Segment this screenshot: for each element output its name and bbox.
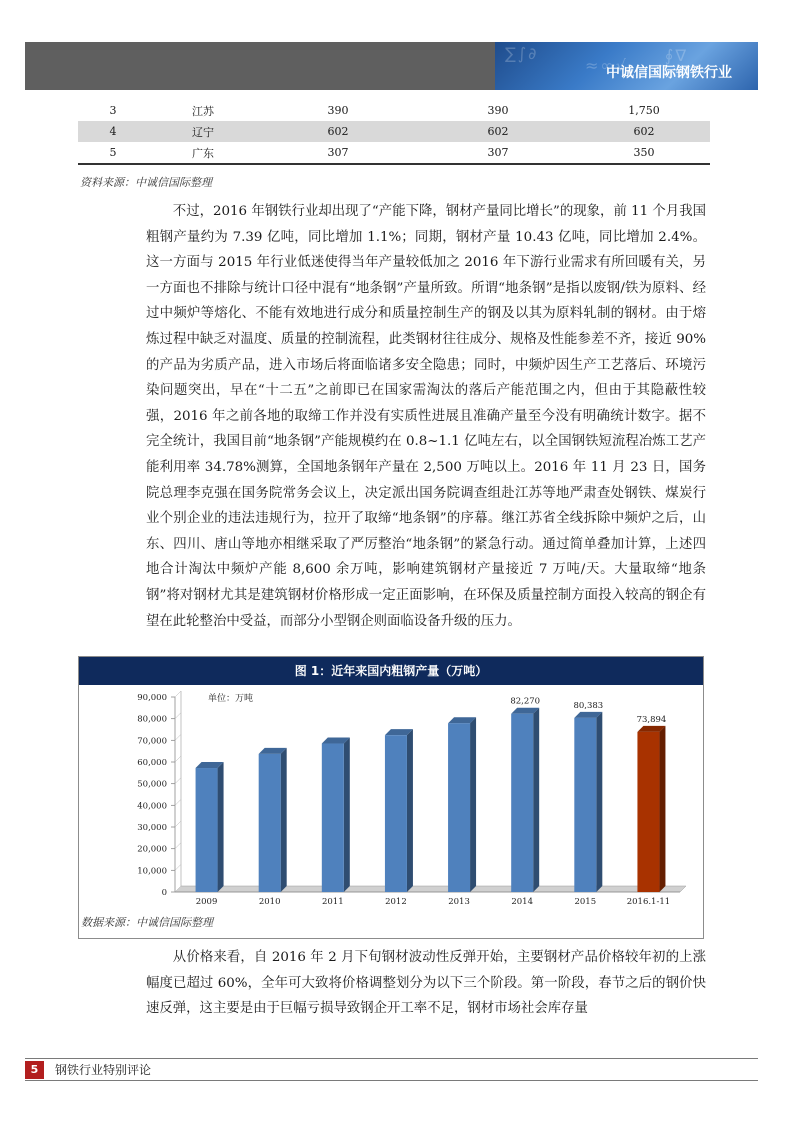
- x-tick-label: 2016.1-11: [626, 897, 671, 907]
- y-tick-label: 10,000: [137, 866, 167, 877]
- bar-side: [470, 717, 476, 892]
- bar-side: [281, 748, 287, 892]
- body-paragraph-2: 从价格来看，自 2016 年 2 月下旬钢材波动性反弹开始，主要钢材产品价格较年初的上涨幅度已超过 60%，全年可大致将价格调整划分为以下三个阶段。第一阶段，春节之后的钢价快速反弹，这主要是由于巨幅亏损导致钢企开工率不足，钢材市场社会库存量: [146, 950, 706, 1017]
- header-banner-image: ∑∫∂ ≈∞√ ∮∇ 中诚信国际钢铁行业: [495, 42, 758, 90]
- x-tick-label: 2010: [258, 897, 281, 907]
- bar-side: [218, 762, 224, 892]
- table-cell: 307: [487, 146, 509, 159]
- table-cell: 602: [258, 121, 418, 142]
- table-row: [78, 100, 710, 121]
- table-cell: 350: [633, 146, 655, 159]
- table-cell: 4: [78, 121, 148, 142]
- y-tick-depth: [175, 756, 181, 762]
- table-cell: 602: [578, 121, 710, 142]
- bar-side: [533, 708, 539, 892]
- bar: [448, 723, 470, 892]
- header-bar: [25, 42, 758, 90]
- x-tick-label: 2011: [321, 897, 344, 907]
- footer-divider-top: [25, 1058, 758, 1059]
- footer-report-title: 钢铁行业特别评论: [55, 1063, 152, 1077]
- bar-chart: [80, 685, 701, 913]
- bar: [574, 718, 596, 892]
- header-title: 中诚信国际钢铁行业: [606, 65, 732, 81]
- y-tick-depth: [175, 864, 181, 870]
- x-tick-label: 2012: [385, 897, 407, 907]
- unit-label: 单位：万吨: [208, 694, 254, 704]
- bar: [385, 735, 407, 892]
- data-label: 82,270: [510, 696, 541, 707]
- y-tick-depth: [175, 734, 181, 740]
- x-tick-label: 2015: [574, 897, 597, 907]
- bar: [259, 754, 281, 892]
- y-tick-label: 60,000: [137, 758, 167, 768]
- chart-floor: [175, 886, 686, 892]
- table-cell: 辽宁: [148, 121, 258, 142]
- y-tick-label: 70,000: [137, 736, 167, 747]
- x-tick-label: 2009: [195, 897, 218, 907]
- y-tick-label: 30,000: [137, 823, 167, 833]
- figure-title: 图 1：近年来国内粗钢产量（万吨）: [79, 657, 703, 685]
- y-tick-depth: [175, 843, 181, 849]
- y-tick-label: 20,000: [137, 844, 167, 855]
- footer-divider-bottom: [25, 1080, 758, 1081]
- x-tick-label: 2013: [448, 897, 470, 907]
- table-source-note: 资料来源：中诚信国际整理: [80, 176, 212, 189]
- bar-side: [344, 738, 350, 892]
- y-tick-depth: [175, 799, 181, 805]
- bar-side: [596, 712, 602, 892]
- province-capacity-table: [78, 100, 710, 165]
- table-cell: 390: [327, 104, 349, 117]
- table-cell: 5: [109, 146, 117, 159]
- y-tick-depth: [175, 821, 181, 827]
- table-cell: 1,750: [628, 104, 660, 117]
- x-tick-label: 2014: [511, 897, 534, 907]
- y-tick-label: 50,000: [137, 779, 167, 790]
- bar: [637, 732, 659, 892]
- chart-plot-area: [80, 685, 701, 913]
- data-label: 73,894: [636, 714, 667, 725]
- y-tick-label: 40,000: [137, 801, 167, 812]
- bar: [196, 768, 218, 892]
- table-cell: 3: [109, 104, 117, 117]
- data-label: 80,383: [573, 700, 604, 711]
- table-cell: 602: [418, 121, 578, 142]
- y-tick-label: 90,000: [137, 693, 167, 703]
- figure-crude-steel-output: [78, 656, 704, 939]
- y-tick-depth: [175, 778, 181, 784]
- table-cell: 390: [487, 104, 509, 117]
- page-number: 5: [25, 1061, 44, 1079]
- figure-source-note: 数据来源：中诚信国际整理: [81, 916, 213, 929]
- table-row: [78, 142, 710, 164]
- table-cell: 广东: [192, 146, 214, 160]
- bar-side: [407, 729, 413, 892]
- bar-side: [659, 726, 665, 892]
- y-tick-label: 0: [161, 888, 167, 898]
- table-cell: 江苏: [192, 104, 214, 118]
- y-tick-depth: [175, 691, 181, 697]
- bar: [511, 714, 533, 892]
- table-cell: 307: [327, 146, 349, 159]
- y-tick-depth: [175, 713, 181, 719]
- bar: [322, 744, 344, 892]
- table-row: [78, 121, 710, 142]
- y-tick-label: 80,000: [137, 714, 167, 725]
- body-paragraph-1: 不过，2016 年钢铁行业却出现了“产能下降，钢材产量同比增长”的现象，前 11 个月我国粗钢产量约为 7.39 亿吨，同比增加 1.1%；同期，钢材产量 10.43 亿吨，同比增加 2.4%。这一方面与 2015 年行业低迷使得当年产量较低加之 2016 年下游行业需求有所回暖有关，另一方面也不排除与统计口径中混有“地条钢”产量所致。所谓“地条钢”是指以废钢/铁为原料、经过中频炉等熔化、不能有效地进行成分和质量控制生产的钢及以其为原料轧制的钢材。由于熔炼过程中缺乏对温度、质量的控制流程，此类钢材往往成分、规格及性能参差不齐，接近 90%的产品为劣质产品，进入市场后将面临诸多安全隐患；同时，中频炉因生产工艺落后、环境污染问题突出，早在“十二五”之前即已在国家需淘汰的落后产能范围之内，但由于其隐蔽性较强，2016 年之前各地的取缔工作并没有实质性进展且准确产量至今没有明确统计数字。据不完全统计，我国目前“地条钢”产能规模约在 0.8~1.1 亿吨左右，以全国钢铁短流程冶炼工艺产能利用率 34.78%测算，全国地条钢年产量在 2,500 万吨以上。2016 年 11 月 23 日，国务院总理李克强在国务院常务会议上，决定派出国务院调查组赴江苏等地严肃查处钢铁、煤炭行业个别企业的违法违规行为，拉开了取缔“地条钢”的序幕。继江苏省全线拆除中频炉之后，山东、四川、唐山等地亦相继采取了严厉整治“地条钢”的紧急行动。通过简单叠加计算，上述四地合计淘汰中频炉产能 8,600 余万吨，影响建筑钢材产量接近 7 万吨/天。大量取缔“地条钢”将对钢材尤其是建筑钢材价格形成一定正面影响，在环保及质量控制方面投入较高的钢企有望在此轮整治中受益，而部分小型钢企则面临设备升级的压力。: [146, 204, 706, 629]
